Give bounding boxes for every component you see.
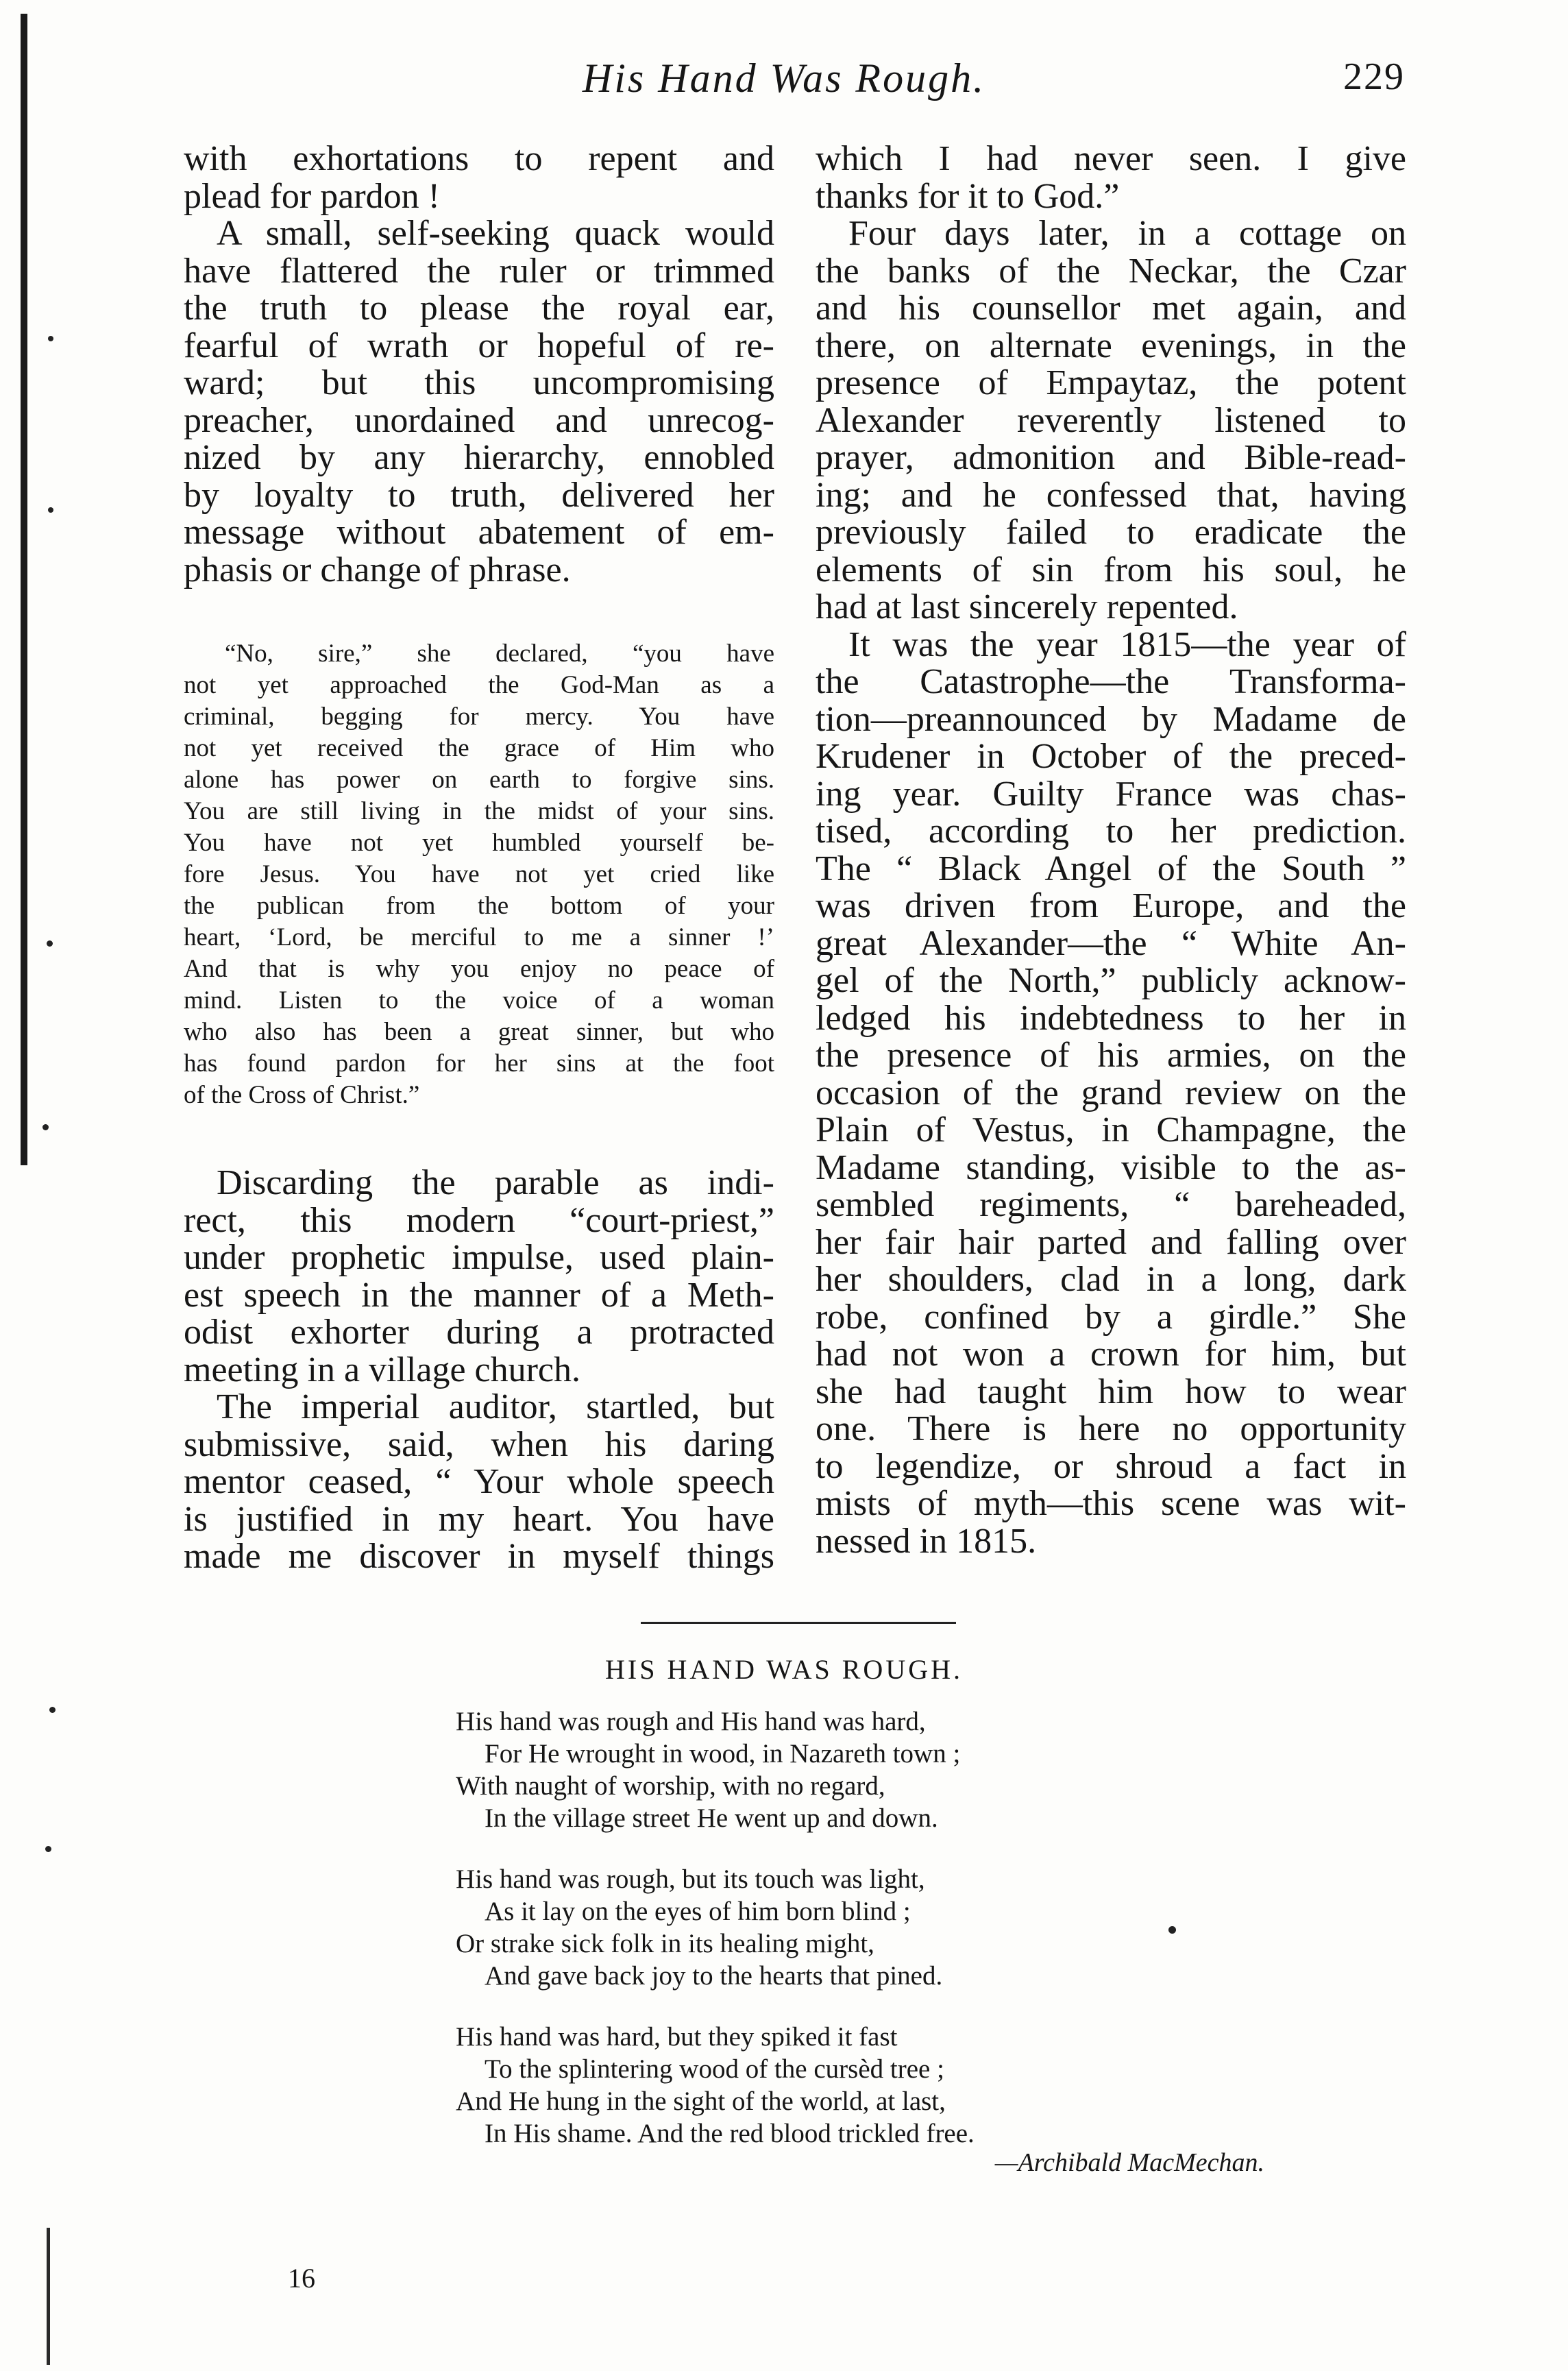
- text-line: the banks of the Neckar, the Czar: [816, 251, 1406, 291]
- paragraph: [184, 215, 774, 589]
- paragraph: [816, 624, 1406, 1561]
- paragraph: [816, 141, 1406, 215]
- quote-line: criminal, begging for mercy. You have: [184, 703, 774, 731]
- text-line: have flattered the ruler or trimmed: [184, 251, 774, 291]
- text-line: A small, self-seeking quack would: [217, 214, 774, 253]
- text-line: the presence of his armies, on the: [816, 1036, 1406, 1075]
- binding-edge-lower: [47, 2228, 50, 2365]
- signature-mark: 16: [288, 2263, 315, 2294]
- text-line: Discarding the parable as indi-: [217, 1163, 774, 1202]
- text-line: presence of Empaytaz, the potent: [816, 363, 1406, 402]
- paragraph: [184, 1389, 774, 1576]
- text-line: robe, confined by a girdle.” She: [816, 1297, 1406, 1337]
- running-head: [0, 48, 1568, 110]
- text-line: rect, this modern “court-priest,”: [184, 1200, 774, 1240]
- text-line: It was the year 1815—the year of: [848, 624, 1406, 664]
- poem-line: With naught of worship, with no regard,: [456, 1771, 885, 1801]
- text-line: elements of sin from his soul, he: [816, 550, 1406, 589]
- text-line: her shoulders, clad in a long, dark: [816, 1260, 1406, 1299]
- text-line: by loyalty to truth, delivered her: [184, 475, 774, 515]
- text-line: submissive, said, when his daring: [184, 1424, 774, 1464]
- stanza: [456, 1863, 1278, 1992]
- poem-line: His hand was hard, but they spiked it fast: [456, 2022, 898, 2052]
- text-line: Alexander reverently listened to: [816, 400, 1406, 440]
- poem-line: As it lay on the eyes of him born blind ;: [485, 1897, 911, 1926]
- ink-speck: [49, 1707, 56, 1713]
- text-line: mists of myth—this scene was wit-: [816, 1484, 1406, 1523]
- section-rule: [641, 1622, 956, 1624]
- text-line: the truth to please the royal ear,: [184, 289, 774, 328]
- ink-speck: [42, 1124, 49, 1130]
- text-line: there, on alternate evenings, in the: [816, 326, 1406, 365]
- left-column: [184, 141, 774, 1576]
- text-line: est speech in the manner of a Meth-: [184, 1275, 774, 1315]
- quote-line: who also has been a great sinner, but who: [184, 1018, 774, 1046]
- quote-line: the publican from the bottom of your: [184, 892, 774, 920]
- text-line: tion—preannounced by Madame de: [816, 699, 1406, 739]
- block-quote: [184, 638, 774, 1111]
- text-line: phasis or change of phrase.: [184, 550, 571, 589]
- quote-line: of the Cross of Christ.”: [184, 1081, 420, 1109]
- stanza: [456, 1705, 1278, 1834]
- ink-speck: [48, 336, 53, 341]
- poem-line: His hand was rough, but its touch was light,: [456, 1864, 925, 1894]
- text-line: meeting in a village church.: [184, 1350, 581, 1389]
- text-line: is justified in my heart. You have: [184, 1499, 774, 1539]
- text-line: ledged his indebtedness to her in: [816, 998, 1406, 1038]
- text-line: preacher, unordained and unrecog-: [184, 400, 774, 440]
- text-line: and his counsellor met again, and: [816, 289, 1406, 328]
- poem-line: His hand was rough and His hand was hard,: [456, 1707, 926, 1736]
- text-line: plead for pardon !: [184, 176, 440, 216]
- poem-line: In the village street He went up and down.: [485, 1803, 938, 1833]
- ink-speck: [48, 507, 53, 513]
- text-line: Four days later, in a cottage on: [848, 214, 1406, 253]
- text-line: one. There is here no opportunity: [816, 1409, 1406, 1448]
- text-line: ward; but this uncompromising: [184, 363, 774, 402]
- poem-line: In His shame. And the red blood trickled free.: [485, 2119, 975, 2148]
- text-line: she had taught him how to wear: [816, 1372, 1406, 1411]
- text-line: with exhortations to repent and: [184, 139, 774, 178]
- text-line: great Alexander—the “ White An-: [816, 923, 1406, 963]
- quote-line: alone has power on earth to forgive sins.: [184, 766, 774, 794]
- text-line: was driven from Europe, and the: [816, 886, 1406, 925]
- text-line: which I had never seen. I give: [816, 139, 1406, 178]
- text-line: ing; and he confessed that, having: [816, 475, 1406, 515]
- text-line: prayer, admonition and Bible-read-: [816, 438, 1406, 477]
- text-line: thanks for it to God.”: [816, 176, 1120, 216]
- text-line: under prophetic impulse, used plain-: [184, 1238, 774, 1277]
- ink-speck: [45, 1846, 51, 1852]
- paragraph: [816, 215, 1406, 627]
- binding-edge: [21, 14, 27, 1165]
- quote-line: not yet approached the God-Man as a: [184, 671, 774, 699]
- ink-speck: [47, 940, 53, 947]
- text-line: her fair hair parted and falling over: [816, 1222, 1406, 1262]
- quote-line: You are still living in the midst of your sins.: [184, 797, 774, 825]
- text-line: nized by any hierarchy, ennobled: [184, 438, 774, 477]
- quote-line: And that is why you enjoy no peace of: [184, 955, 774, 983]
- text-line: The “ Black Angel of the South ”: [816, 849, 1406, 888]
- text-line: previously failed to eradicate the: [816, 513, 1406, 552]
- text-line: Madame standing, visible to the as-: [816, 1147, 1406, 1187]
- text-line: The imperial auditor, startled, but: [217, 1387, 774, 1426]
- text-line: Krudener in October of the preced-: [816, 737, 1406, 776]
- quote-line: heart, ‘Lord, be merciful to me a sinner !’: [184, 923, 774, 951]
- poem-line: And He hung in the sight of the world, at last,: [456, 2087, 946, 2116]
- running-title: His Hand Was Rough.: [582, 56, 986, 101]
- poem-line: And gave back joy to the hearts that pined.: [485, 1961, 943, 1991]
- text-line: odist exhorter during a protracted: [184, 1313, 774, 1352]
- text-line: fearful of wrath or hopeful of re-: [184, 326, 774, 365]
- stanza: [456, 2021, 1278, 2150]
- text-line: sembled regiments, “ bareheaded,: [816, 1185, 1406, 1224]
- quote-line: “No, sire,” she declared, “you have: [225, 640, 774, 668]
- poem-line: To the splintering wood of the cursèd tree ;: [485, 2054, 944, 2084]
- text-line: nessed in 1815.: [816, 1521, 1037, 1561]
- poem-title: HIS HAND WAS ROUGH.: [605, 1654, 963, 1685]
- page-number: 229: [1343, 56, 1405, 98]
- paragraph: [184, 141, 774, 215]
- text-line: message without abatement of em-: [184, 513, 774, 552]
- text-line: to legendize, or shroud a fact in: [816, 1446, 1406, 1486]
- text-line: had not won a crown for him, but: [816, 1335, 1406, 1374]
- poem-line: For He wrought in wood, in Nazareth town ;: [485, 1739, 961, 1768]
- quote-line: has found pardon for her sins at the foot: [184, 1049, 774, 1078]
- paragraph: [184, 1165, 774, 1389]
- right-column: [816, 141, 1406, 1560]
- poem: [456, 1705, 1278, 2178]
- text-line: tised, according to her prediction.: [816, 812, 1406, 851]
- text-line: Plain of Vestus, in Champagne, the: [816, 1110, 1406, 1150]
- quote-line: not yet received the grace of Him who: [184, 734, 774, 762]
- text-line: gel of the North,” publicly acknow-: [816, 961, 1406, 1000]
- poem-line: Or strake sick folk in its healing might,: [456, 1929, 874, 1958]
- quote-line: fore Jesus. You have not yet cried like: [184, 860, 774, 888]
- text-line: mentor ceased, “ Your whole speech: [184, 1462, 774, 1501]
- text-line: ing year. Guilty France was chas-: [816, 774, 1406, 814]
- text-line: the Catastrophe—the Transforma-: [816, 662, 1406, 701]
- poem-attribution: —Archibald MacMechan.: [994, 2148, 1264, 2177]
- text-line: made me discover in myself things: [184, 1537, 774, 1576]
- text-line: occasion of the grand review on the: [816, 1073, 1406, 1112]
- quote-line: You have not yet humbled yourself be-: [184, 829, 774, 857]
- quote-line: mind. Listen to the voice of a woman: [184, 986, 774, 1014]
- text-line: had at last sincerely repented.: [816, 587, 1238, 627]
